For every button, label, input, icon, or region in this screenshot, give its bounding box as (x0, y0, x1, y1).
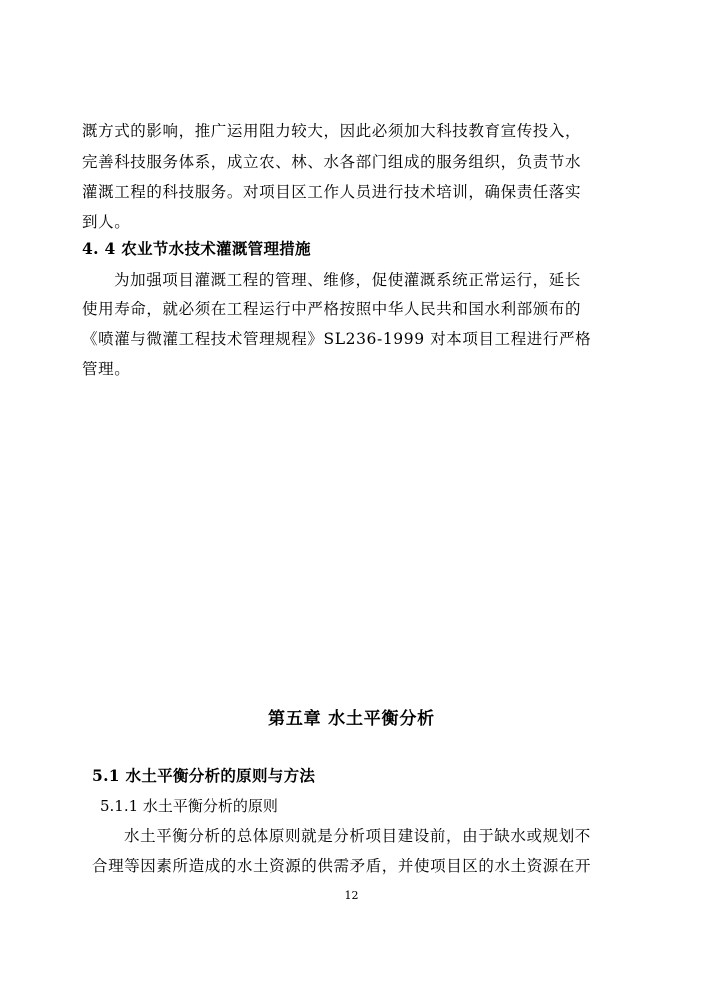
paragraph-line: 溉方式的影响，推广运用阻力较大，因此必须加大科技教育宣传投入， (82, 122, 582, 140)
paragraph-line: 使用寿命，就必须在工程运行中严格按照中华人民共和国水利部颁布的 (82, 300, 582, 318)
paragraph-line: 灌溉工程的科技服务。对项目区工作人员进行技术培训，确保责任落实 (82, 183, 582, 201)
chapter-title: 第五章 水土平衡分析 (268, 709, 435, 729)
paragraph-line: 合理等因素所造成的水土资源的供需矛盾，并使项目区的水土资源在开 (92, 857, 592, 875)
paragraph-line: 《喷灌与微灌工程技术管理规程》SL236-1999 对本项目工程进行严格 (82, 330, 592, 348)
paragraph-line: 管理。 (82, 360, 131, 378)
paragraph-line: 完善科技服务体系，成立农、林、水各部门组成的服务组织，负责节水 (82, 153, 582, 171)
paragraph-line: 水土平衡分析的总体原则就是分析项目建设前，由于缺水或规划不 (124, 827, 591, 845)
page-number: 12 (344, 889, 359, 902)
paragraph-line: 到人。 (82, 213, 131, 231)
section-heading-5-1: 5.1 水土平衡分析的原则与方法 (92, 766, 316, 785)
section-heading-4-4: 4. 4 农业节水技术灌溉管理措施 (82, 239, 311, 258)
subsection-heading-5-1-1: 5.1.1 水土平衡分析的原则 (100, 797, 278, 815)
paragraph-line: 为加强项目灌溉工程的管理、维修，促使灌溉系统正常运行，延长 (114, 271, 581, 289)
